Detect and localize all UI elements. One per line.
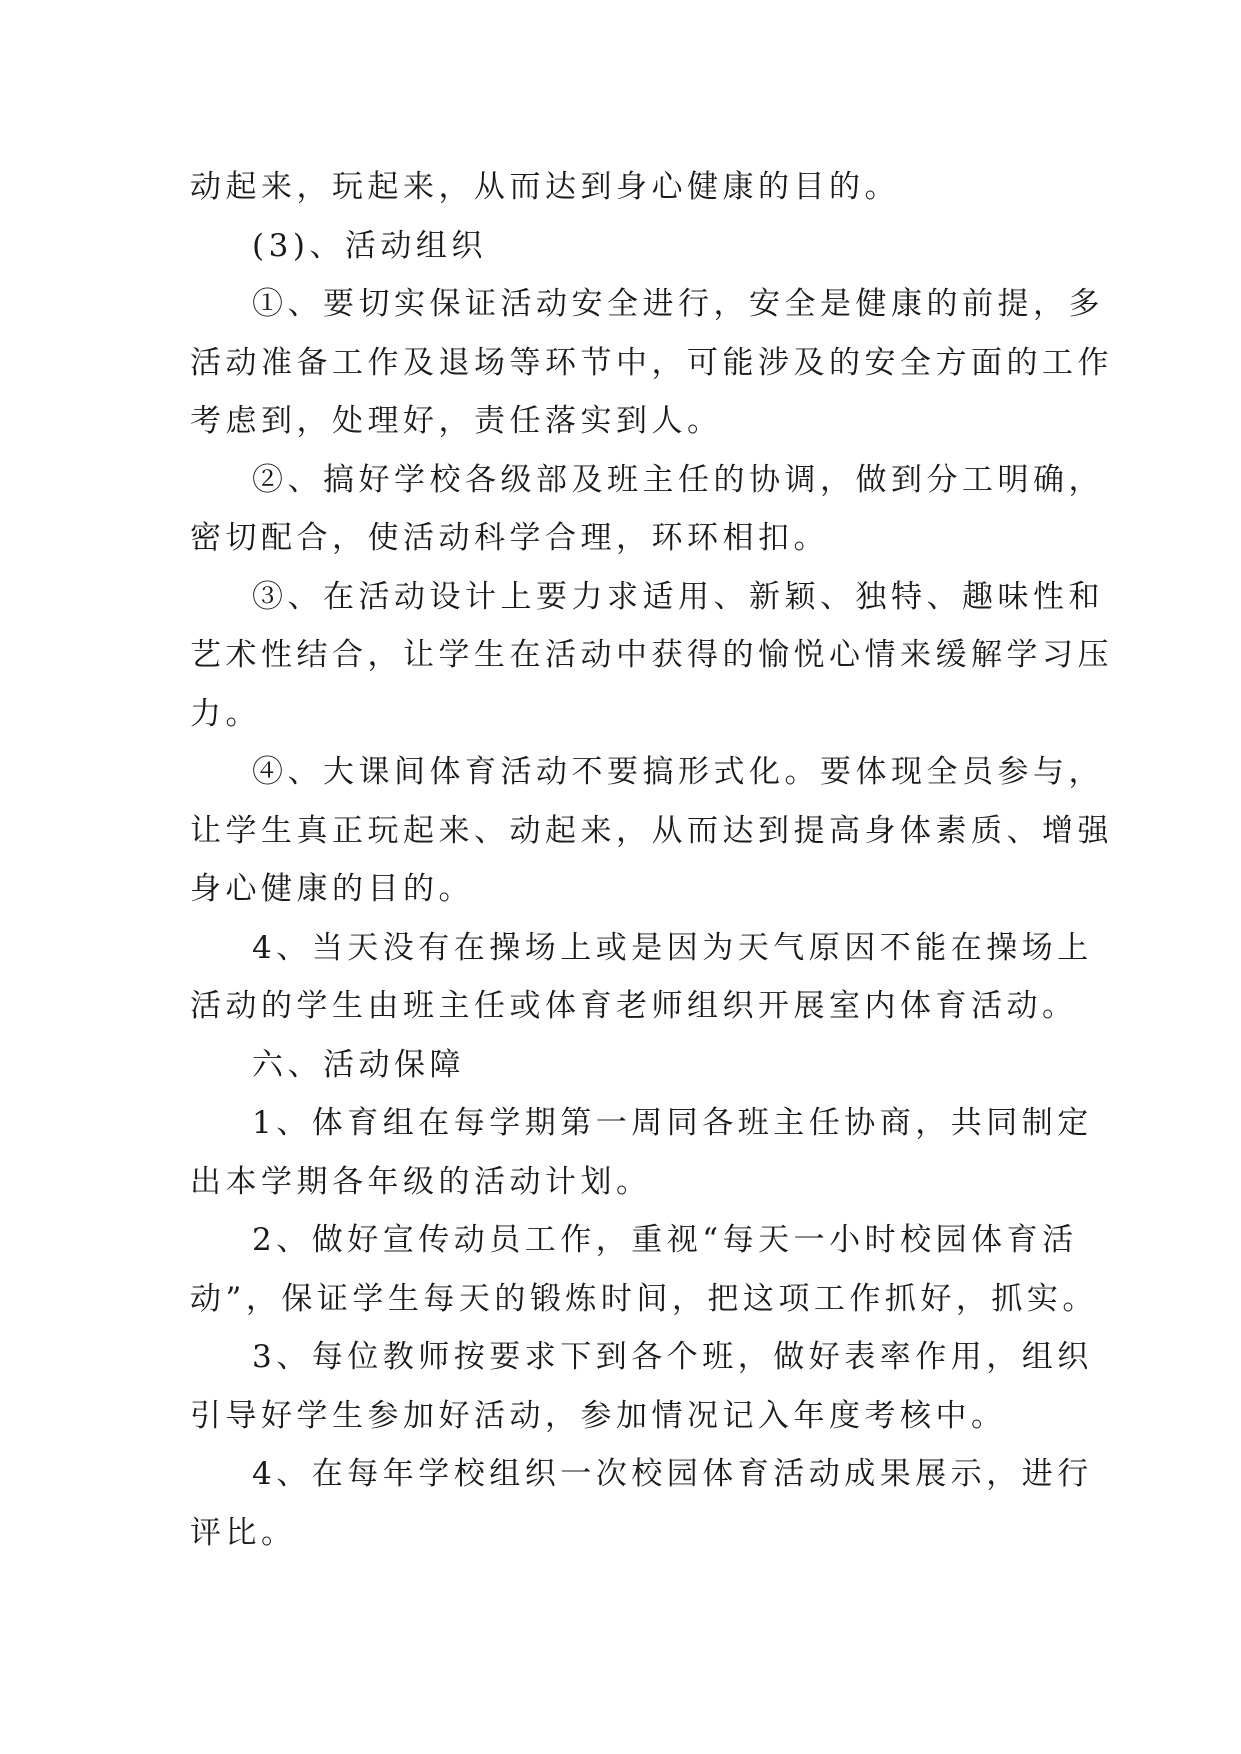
text-line: 活动的学生由班主任或体育老师组织开展室内体育活动。 <box>190 988 1078 1024</box>
text-line: 让学生真正玩起来、动起来，从而达到提高身体素质、增强 <box>190 812 1113 849</box>
text-line: 力。 <box>190 695 261 732</box>
text-line: 1、体育组在每学期第一周同各班主任协商，共同制定 <box>252 1105 1093 1141</box>
text-line: ①、要切实保证活动安全进行，安全是健康的前提，多 <box>252 286 1104 322</box>
text-line: 4、当天没有在操场上或是因为天气原因不能在操场上 <box>252 929 1093 966</box>
text-line: 评比。 <box>190 1514 297 1551</box>
text-line: 身心健康的目的。 <box>190 871 474 907</box>
text-line: 2、做好宣传动员工作，重视“每天一小时校园体育活 <box>252 1222 1078 1258</box>
text-line: 出本学期各年级的活动计划。 <box>190 1163 652 1200</box>
text-line: 引导好学生参加好活动，参加情况记入年度考核中。 <box>190 1397 1007 1434</box>
text-line: ②、搞好学校各级部及班主任的协调，做到分工明确， <box>252 461 1104 498</box>
document-body <box>190 158 1113 1562</box>
text-line: 4、在每年学校组织一次校园体育活动成果展示，进行 <box>252 1456 1093 1492</box>
text-line: 3、每位教师按要求下到各个班，做好表率作用，组织 <box>252 1339 1093 1375</box>
text-line: 活动准备工作及退场等环节中，可能涉及的安全方面的工作 <box>190 344 1113 381</box>
text-line: 考虑到，处理好，责任落实到人。 <box>190 403 723 439</box>
text-line: ③、在活动设计上要力求适用、新颖、独特、趣味性和 <box>252 578 1104 615</box>
text-line: 密切配合，使活动科学合理，环环相扣。 <box>190 520 829 556</box>
text-line: 动”，保证学生每天的锻炼时间，把这项工作抓好，抓实。 <box>190 1280 1098 1317</box>
text-line: ④、大课间体育活动不要搞形式化。要体现全员参与， <box>252 754 1104 790</box>
text-line: 六、活动保障 <box>252 1046 465 1083</box>
text-line: (3)、活动组织 <box>252 227 487 264</box>
text-line: 动起来，玩起来，从而达到身心健康的目的。 <box>190 169 900 205</box>
text-line: 艺术性结合，让学生在活动中获得的愉悦心情来缓解学习压 <box>190 637 1113 673</box>
